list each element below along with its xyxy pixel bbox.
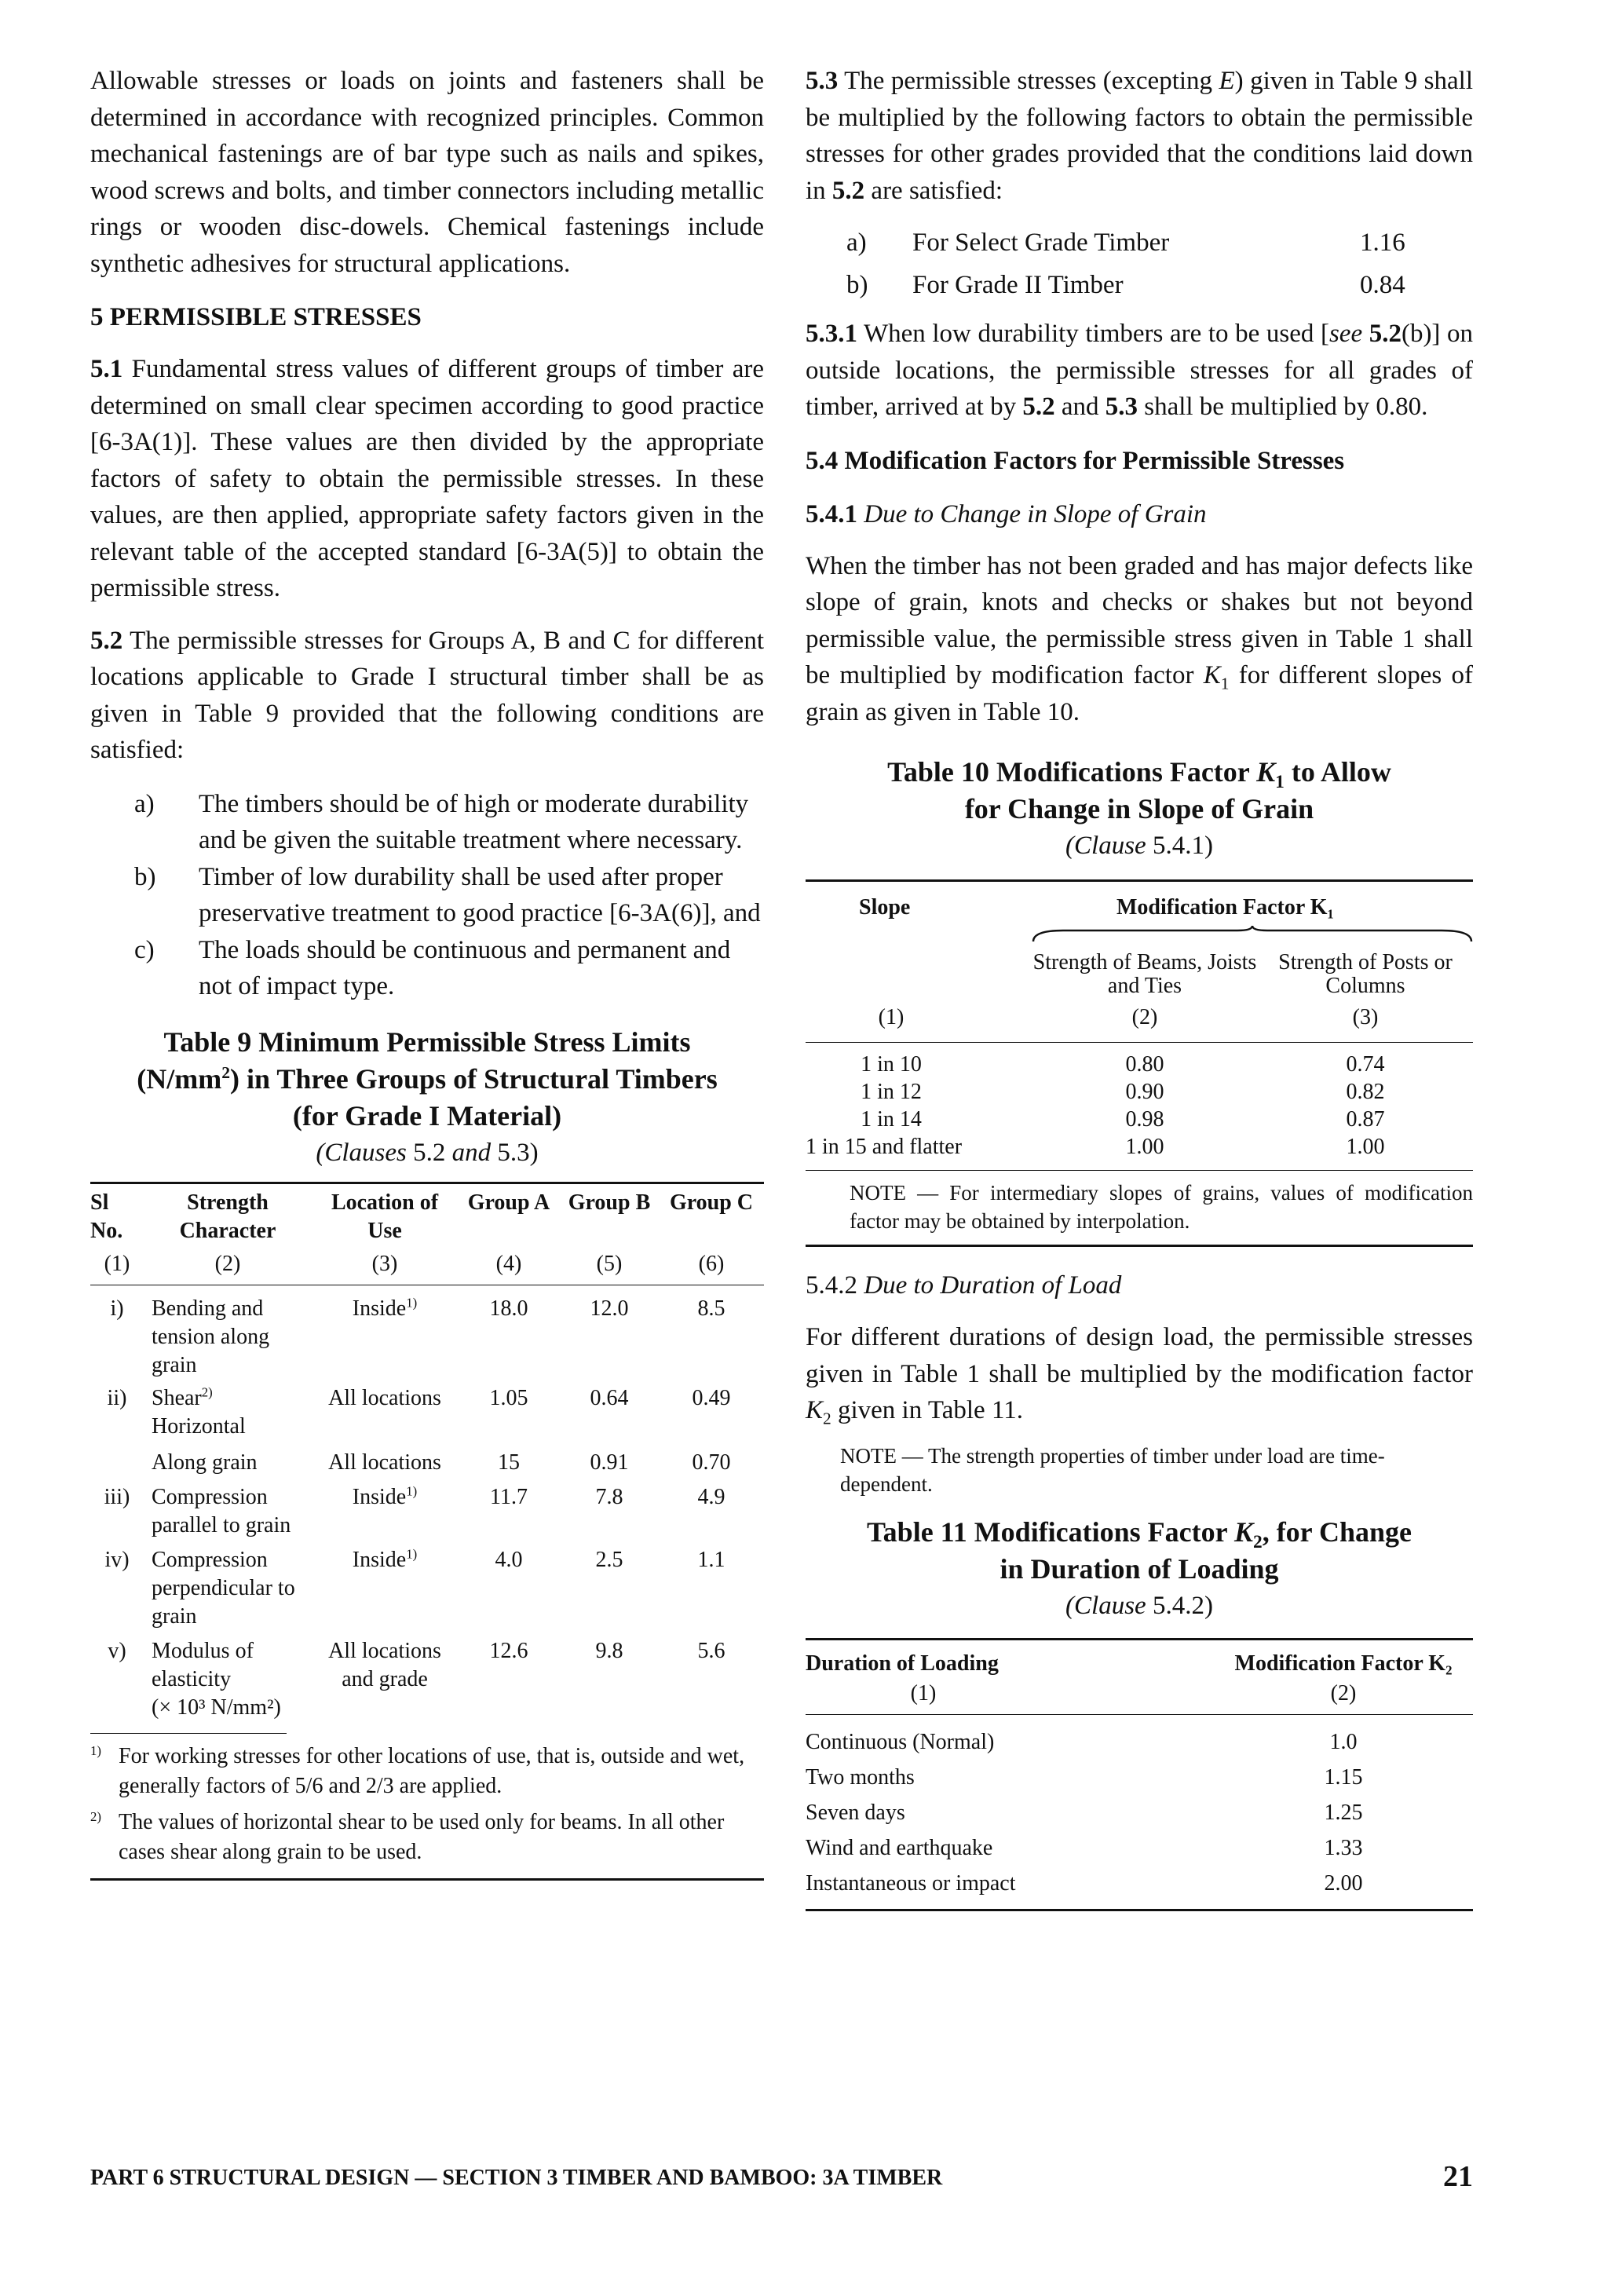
clause-5-3-1: 5.3.1 When low durability timbers are to be used [see 5.2(b)] on outside locations, the permissible stresses for all grades of timber, arrived at by 5.2 and 5.3 shall be multiplied by 0.80.	[806, 320, 1474, 421]
header-strength-character: Strength Character	[179, 1190, 276, 1243]
condition-text: The loads should be continuous and permanent and not of impact type.	[199, 935, 731, 1000]
footnote-1: 1) For working stresses for other locations of use, that is, outside and wet, generally factors of 5/6 and 2/3 are applied.	[90, 1742, 745, 1798]
table-11-header: Duration of Loading Modification Factor K₂ (1) (2)	[806, 1651, 1453, 1706]
table-10-caption: Table 10 Modifications Factor $K_1$ to Allow for Change in Slope of Grain (Clause 5.4.1)	[887, 756, 1391, 860]
table-10-note: NOTE — For intermediary slopes of grains, values of modification factor may be obtained by interpolation.	[850, 1181, 1473, 1233]
header-group-c: Group C	[669, 1190, 754, 1215]
grade-factors-list	[806, 221, 1473, 306]
header-location: Location of Use	[331, 1190, 439, 1243]
table-row: 1 in 10 0.80 0.74	[861, 1052, 1385, 1077]
header-group-b: Group B	[568, 1190, 651, 1215]
table-row: ii) Shear$^{2)}$ Horizontal All locations 1.05 0.64 0.49	[107, 1384, 731, 1439]
condition-text: The timbers should be of high or moderate durability and be given the suitable treatment where necessary.	[199, 789, 749, 854]
condition-c	[90, 932, 764, 1005]
table-11-body	[806, 1715, 1473, 1901]
heading-5-4-1: 5.4.1 Due to Change in Slope of Grain	[806, 499, 1207, 528]
table-10-header: Slope Modification Factor K₁ Strength of Beams, Joists and Ties Strength of Posts or Columns (1) (2) (3)	[806, 882, 1473, 1036]
table-9-caption-line-2: $(N/mm^2)$ in Three Groups of Structural Timbers	[137, 1062, 718, 1095]
condition-text: Timber of low durability shall be used after proper preservative treatment to good practice [6-3A(6)], and	[199, 862, 761, 927]
clause-5-4-2-text: For different durations of design load, the permissible stresses given in Table 1 shall be multiplied by the modification factor $K_2$ given in Table 11.	[806, 1323, 1473, 1428]
table-11-caption: Table 11 Modifications Factor $K_2$, for Change in Duration of Loading (Clause 5.4.2)	[866, 1515, 1412, 1620]
header-group-a: Group A	[467, 1190, 550, 1215]
condition-label: a)	[134, 789, 155, 818]
page-footer: PART 6 STRUCTURAL DESIGN — SECTION 3 TIMBER AND BAMBOO: 3A TIMBER	[90, 2166, 943, 2190]
table-row: 1 in 14 0.98 0.87	[861, 1107, 1385, 1132]
table-row: Continuous (Normal) 1.0	[806, 1729, 1358, 1754]
table-9-caption-line-1: Table 9 Minimum Permissible Stress Limits	[163, 1026, 691, 1058]
table-row: i) Bending and tension along grain Inside$^{1)}$ 18.0 12.0 8.5	[110, 1295, 725, 1377]
table-row: Instantaneous or impact 2.00	[806, 1870, 1363, 1896]
grade-factor-grade-2: b) For Grade II Timber 0.84	[846, 271, 1405, 299]
left-column	[90, 63, 764, 1881]
table-9-clause: (Clauses 5.2 and 5.3)	[316, 1138, 539, 1167]
table-row: Along grain All locations 15 0.91 0.70	[152, 1450, 731, 1475]
brace-icon	[1032, 926, 1473, 945]
table-9-header-row	[90, 1184, 764, 1245]
table-row: v) Modulus of elasticity (× 10³ N/mm²) All locations and grade 12.6 9.8 5.6	[108, 1638, 725, 1720]
header-sl-no: Sl No.	[90, 1190, 123, 1243]
table-10-body	[806, 1043, 1473, 1161]
table-row: 1 in 15 and flatter 1.00 1.00	[806, 1135, 1385, 1159]
clause-5-1-number: 5.1	[90, 355, 123, 383]
footnote-2: 2) The values of horizontal shear to be used only for beams. In all other cases shear along grain to be used.	[90, 1808, 725, 1864]
clause-5-3: 5.3 The permissible stresses (excepting E) given in Table 9 shall be multiplied by the following factors to obtain the permissible stresses for other grades provided that the conditions laid down in 5.2 are satisfied:	[806, 67, 1473, 205]
clause-5-2	[90, 623, 764, 769]
table-9-footnotes	[90, 1742, 764, 1867]
heading-5-4-2: 5.4.2 Due to Duration of Load	[806, 1271, 1122, 1300]
table-row: Two months 1.15	[806, 1764, 1363, 1790]
clause-5-1	[90, 351, 764, 607]
table-9-caption	[90, 1024, 764, 1171]
clause-5-2-number: 5.2	[90, 626, 123, 655]
grade-factor-select: a) For Select Grade Timber 1.16	[846, 229, 1405, 257]
heading-5-4: 5.4 Modification Factors for Permissible Stresses	[806, 446, 1345, 475]
table-9-column-numbers: (1) (2) (3) (4) (5) (6)	[104, 1251, 725, 1276]
clause-5-4-1-text: When the timber has not been graded and has major defects like slope of grain, knots and checks or shakes but not beyond permissible value, the permissible stress given in Table 1 shall be multiplied by modification factor $K_1$ for different slopes of grain as given in Table 10.	[806, 551, 1473, 726]
clause-5-1-text: Fundamental stress values of different groups of timber are determined on small clear specimen according to good practice [6-3A(1)]. These values are then divided by the appropriate factors of safety to obtain the permissible stresses. In these values, are then applied, appropriate safety factors given in the relevant table of the accepted standard [6-3A(5)] to obtain the permissible stress.	[90, 355, 764, 602]
conditions-list	[90, 786, 764, 1005]
table-9-caption-line-3: (for Grade I Material)	[292, 1099, 562, 1132]
condition-a	[90, 786, 764, 859]
condition-b	[90, 859, 764, 932]
condition-label: b)	[134, 862, 156, 891]
table-row: 1 in 12 0.90 0.82	[861, 1080, 1385, 1104]
table-row: iii) Compression parallel to grain Inside$^{1)}$ 11.7 7.8 4.9	[104, 1483, 725, 1537]
section-5-heading: 5 PERMISSIBLE STRESSES	[90, 303, 422, 331]
clause-5-2-text: The permissible stresses for Groups A, B and C for different locations applicable to Grade I structural timber shall be as given in Table 9 provided that the following conditions are satisfied:	[90, 626, 764, 764]
intro-paragraph: Allowable stresses or loads on joints and fasteners shall be determined in accordance with recognized principles. Common mechanical fastenings are of bar type such as nails and spikes, wood screws and bolts, and timber connectors including metallic rings or wooden disc-dowels. Chemical fastenings include synthetic adhesives for structural applications.	[90, 67, 764, 278]
condition-label: c)	[134, 935, 155, 964]
note-5-4-2: NOTE — The strength properties of timber under load are time-dependent.	[840, 1443, 1385, 1496]
page-number: 21	[1443, 2160, 1473, 2193]
table-row: iv) Compression perpendicular to grain Inside$^{1)}$ 4.0 2.5 1.1	[104, 1546, 725, 1629]
table-row: Seven days 1.25	[806, 1800, 1363, 1825]
table-9	[90, 1184, 764, 1722]
right-column	[806, 63, 1473, 1911]
table-row: Wind and earthquake 1.33	[806, 1835, 1363, 1860]
